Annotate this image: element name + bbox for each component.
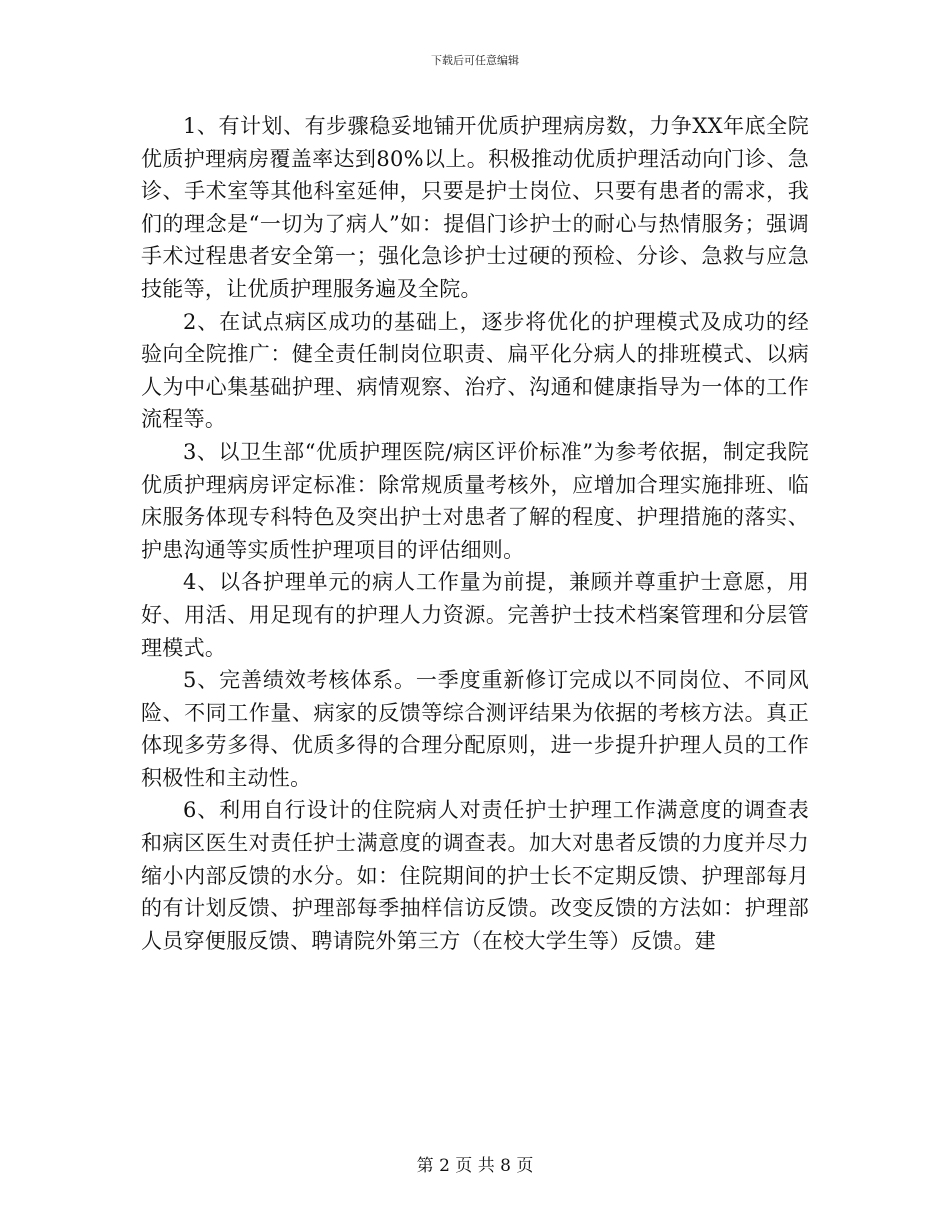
paragraph-6: 6、利用自行设计的住院病人对责任护士护理工作满意度的调查表和病区医生对责任护士满意度的调查表。加大对患者反馈的力度并尽力缩小内部反馈的水分。如：住院期间的护士长不定期反馈、护理部每月的有计划反馈、护理部每季抽样信访反馈。改变反馈的方法如：护理部人员穿便服反馈、聘请院外第三方（在校大学生等）反馈。建 bbox=[141, 798, 809, 953]
page-footer bbox=[0, 1155, 950, 1177]
document-body bbox=[141, 110, 809, 957]
paragraph-2: 2、在试点病区成功的基础上，逐步将优化的护理模式及成功的经验向全院推广：健全责任制岗位职责、扁平化分病人的排班模式、以病人为中心集基础护理、病情观察、治疗、沟通和健康指导为一体的工作流程等。 bbox=[141, 309, 809, 432]
paragraph-1: 1、有计划、有步骤稳妥地铺开优质护理病房数，力争XX年底全院优质护理病房覆盖率达到80%以上。积极推动优质护理活动向门诊、急诊、手术室等其他科室延伸，只要是护士岗位、只要有患者的需求，我们的理念是“一切为了病人”如：提倡门诊护士的耐心与热情服务；强调手术过程患者安全第一；强化急诊护士过硬的预检、分诊、急救与应急技能等，让优质护理服务遍及全院。 bbox=[141, 114, 809, 301]
paragraph-4: 4、以各护理单元的病人工作量为前提，兼顾并尊重护士意愿，用好、用活、用足现有的护理人力资源。完善护士技术档案管理和分层管理模式。 bbox=[141, 570, 809, 660]
paragraph-3: 3、以卫生部“优质护理医院/病区评价标准”为参考依据，制定我院优质护理病房评定标准：除常规质量考核外，应增加合理实施排班、临床服务体现专科特色及突出护士对患者了解的程度、护理措施的落实、护患沟通等实质性护理项目的评估细则。 bbox=[141, 439, 809, 562]
page-number: 第 2 页 共 8 页 bbox=[416, 1156, 534, 1176]
page-header: 下载后可任意编辑 bbox=[431, 54, 519, 67]
paragraph-5: 5、完善绩效考核体系。一季度重新修订完成以不同岗位、不同风险、不同工作量、病家的反馈等综合测评结果为依据的考核方法。真正体现多劳多得、优质多得的合理分配原则，进一步提升护理人员的工作积极性和主动性。 bbox=[141, 668, 809, 790]
